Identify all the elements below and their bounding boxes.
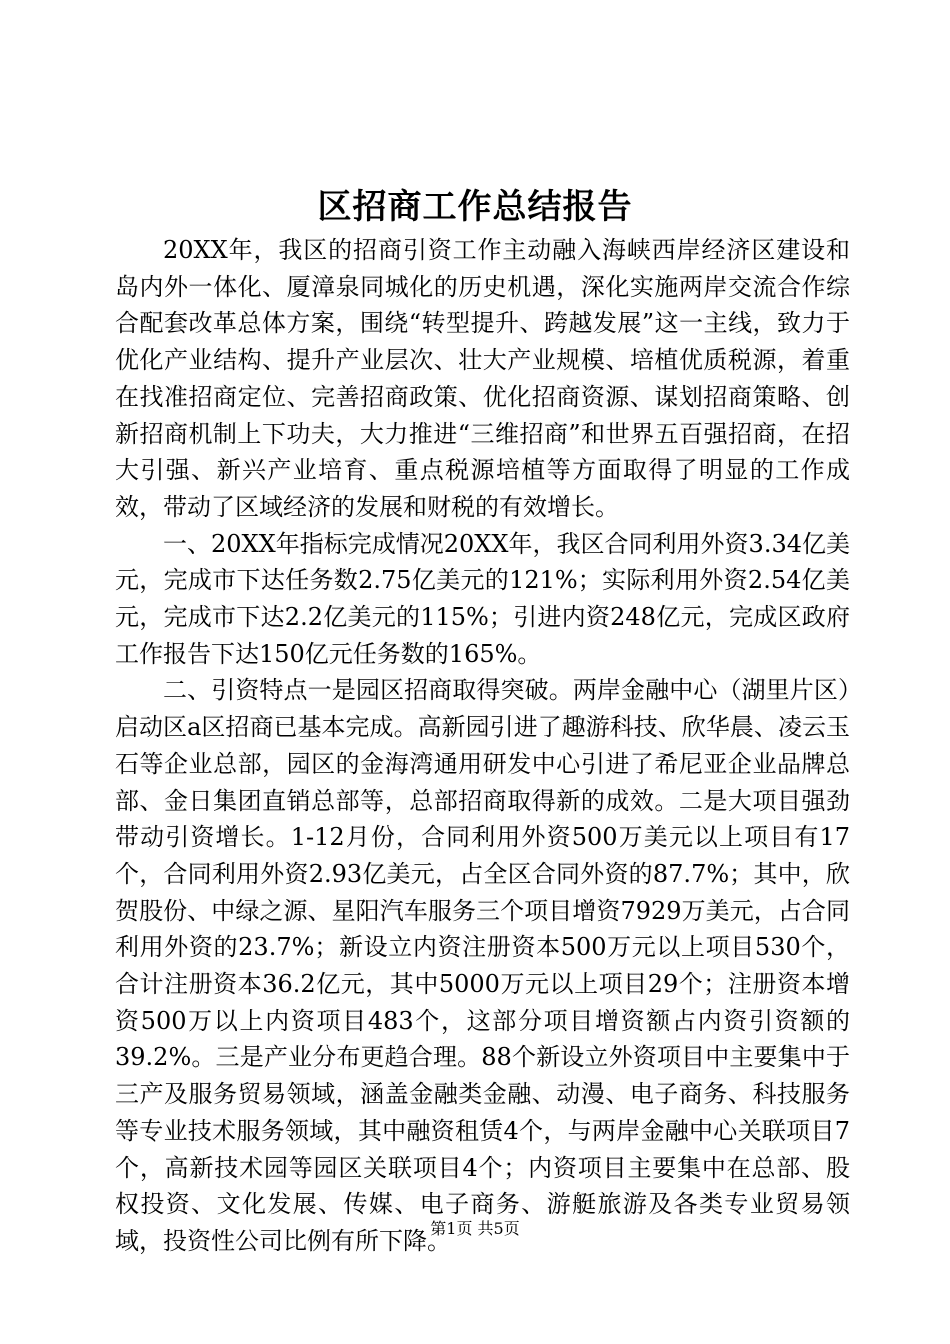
document-body — [115, 232, 850, 1260]
document-title: 区招商工作总结报告 — [317, 187, 633, 227]
features-paragraph: 二、引资特点一是园区招商取得突破。两岸金融中心（湖里片区）启动区a区招商已基本完成。高新园引进了趣游科技、欣华晨、凌云玉石等企业总部，园区的金海湾通用研发中心引进了希尼亚企业品牌总部、金日集团直销总部等，总部招商取得新的成效。二是大项目强劲带动引资增长。1-12月份，合同利用外资500万美元以上项目有17个，合同利用外资2.93亿美元，占全区合同外资的87.7%；其中，欣贺股份、中绿之源、星阳汽车服务三个项目增资7929万美元，占合同利用外资的23.7%；新设立内资注册资本500万元以上项目530个，合计注册资本36.2亿元，其中5000万元以上项目29个；注册资本增资500万以上内资项目483个，这部分项目增资额占内资引资额的39.2%。三是产业分布更趋合理。88个新设立外资项目中主要集中于三产及服务贸易领域，涵盖金融类金融、动漫、电子商务、科技服务等专业技术服务领域，其中融资租赁4个，与两岸金融中心关联项目7个，高新技术园等园区关联项目4个；内资项目主要集中在总部、股权投资、文化发展、传媒、电子商务、游艇旅游及各类专业贸易领域，投资性公司比例有所下降。 — [115, 676, 850, 1255]
page-number-footer: 第1页 共5页 — [430, 1219, 520, 1238]
intro-paragraph: 20XX年，我区的招商引资工作主动融入海峡西岸经济区建设和岛内外一体化、厦漳泉同城化的历史机遇，深化实施两岸交流合作综合配套改革总体方案，围绕“转型提升、跨越发展”这一主线，致力于优化产业结构、提升产业层次、壮大产业规模、培植优质税源，着重在找准招商定位、完善招商政策、优化招商资源、谋划招商策略、创新招商机制上下功夫，大力推进“三维招商”和世界五百强招商，在招大引强、新兴产业培育、重点税源培植等方面取得了明显的工作成效，带动了区域经济的发展和财税的有效增长。 — [115, 236, 850, 521]
indicator-paragraph: 一、20XX年指标完成情况20XX年，我区合同利用外资3.34亿美元，完成市下达任务数2.75亿美元的121%；实际利用外资2.54亿美元，完成市下达2.2亿美元的115%；引进内资248亿元，完成区政府工作报告下达150亿元任务数的165%。 — [115, 529, 850, 668]
